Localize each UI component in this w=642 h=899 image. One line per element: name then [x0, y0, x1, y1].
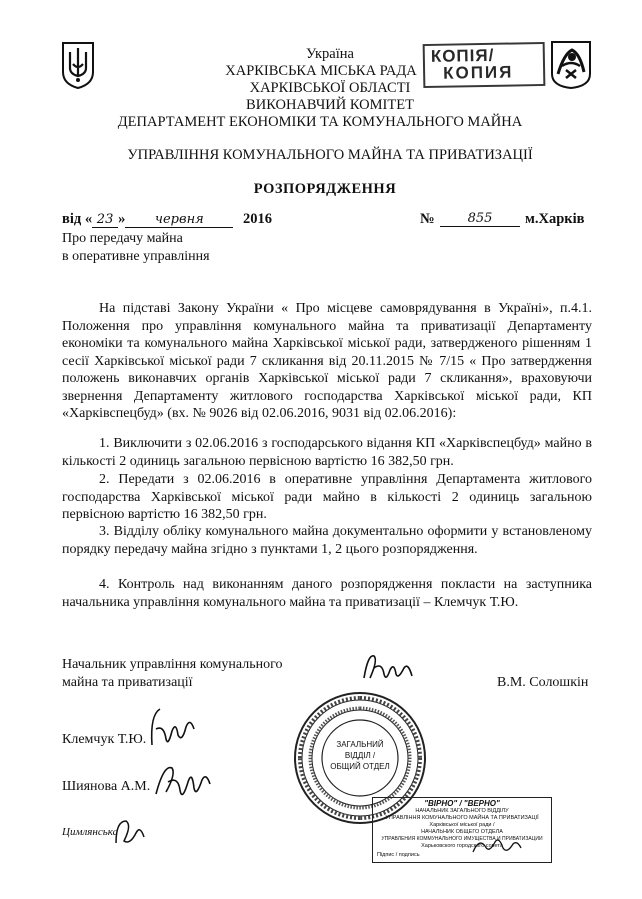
stamp-line3: Харківської міської ради / — [429, 822, 495, 828]
subject-line1: Про передачу майна — [62, 231, 183, 246]
date-day: 23 — [92, 212, 118, 228]
copy-stamp-line2: КОПИЯ — [442, 62, 514, 83]
copy-stamp-line1: КОПІЯ/ — [430, 45, 495, 66]
header-department: ДЕПАРТАМЕНТ ЕКОНОМІКИ ТА КОМУНАЛЬНОГО МАЙНА — [117, 114, 523, 130]
subject-line2: в оперативне управління — [62, 249, 210, 264]
stamp-line2: УПРАВЛІННЯ КОМУНАЛЬНОГО МАЙНА ТА ПРИВАТИЗАЦІЇ — [385, 815, 539, 821]
body-preamble: На підставі Закону України « Про місцеве самоврядування в Україні», п.4.1. Положення про управління комунального майна та приватизації Департаменту економіки та комунального майна Харківської міської ради, затвердженого рішенням 1 сесії Харківської міської ради 7 скликання від 20.11.2015 № 7/15 « Про затвердження положень виконавчих органів Харківської міської ради 7 скликання», враховуючи звернення Департаменту житлового господарства Харківської міської ради, КП «Харківспецбуд» (вх. № 9026 від 02.06.2016, 9031 від 02.06.2016): — [62, 301, 592, 421]
doc-number: 855 — [440, 211, 520, 227]
document-type: РОЗПОРЯДЖЕННЯ — [253, 181, 397, 197]
stamp-line4: НАЧАЛЬНИК ОБЩЕГО ОТДЕЛА — [421, 829, 503, 835]
header-committee: ВИКОНАВЧИЙ КОМІТЕТ — [246, 97, 414, 113]
approver-2: Шиянова А.М. — [62, 779, 151, 794]
approver-1-signature — [140, 705, 200, 753]
body-item-4: 4. Контроль над виконанням даного розпорядження покласти на заступника начальника управління комунального майна та приватизації – Клемчук Т.Ю. — [62, 577, 592, 610]
date-month: червня — [125, 212, 233, 228]
stamp-line1: НАЧАЛЬНИК ЗАГАЛЬНОГО ВІДДІЛУ — [415, 808, 509, 814]
header-council-line2: ХАРКІВСЬКОЇ ОБЛАСТІ — [249, 80, 411, 96]
number-label: № — [420, 211, 435, 227]
body-item-1: 1. Виключити з 02.06.2016 з господарського відання КП «Харківспецбуд» майно в кількості 2 одиниць загальною первісною вартістю 16 382,50 грн. — [62, 436, 592, 469]
seal-center-line1: ЗАГАЛЬНИЙ — [336, 740, 384, 749]
signature-position-line2: майна та приватизації — [62, 675, 193, 690]
body-item-2: 2. Передати з 02.06.2016 в оперативне управління Департамента житлового господарства Харківської міської ради майно в кількості 2 одиниць загальною первісною вартістю 16 382,50 грн. — [62, 472, 592, 522]
header-council-line1: ХАРКІВСЬКА МІСЬКА РАДА — [225, 63, 417, 79]
body-item-3: 3. Відділу обліку комунального майна документально оформити у встановленому порядку передачу майна згідно з пунктами 1, 2 цього розпорядження. — [62, 524, 592, 557]
approver-1: Клемчук Т.Ю. — [62, 732, 147, 747]
city: м.Харків — [525, 211, 585, 227]
office-title: УПРАВЛІННЯ КОМУНАЛЬНОГО МАЙНА ТА ПРИВАТИЗАЦІЇ — [127, 147, 533, 163]
approver-3: Цимлянська — [62, 826, 119, 838]
signature-name: В.М. Солошкін — [497, 675, 589, 690]
stamp-line5: УПРАВЛЕНИЯ КОММУНАЛЬНОГО ИМУЩЕСТВА И ПРИВАТИЗАЦИИ — [381, 836, 543, 842]
seal-center-line2: ВІДДІЛ / — [344, 751, 376, 760]
date-line — [62, 211, 622, 231]
date-mid: » — [118, 211, 126, 227]
date-year: 2016 — [242, 211, 272, 227]
date-prefix: від « — [62, 211, 93, 227]
seal-center-line3: ОБЩИЙ ОТДЕЛ — [330, 762, 390, 771]
stamp-verno: "ВІРНО" / "ВЕРНО" — [424, 799, 500, 808]
stamp-line7: Підпис / подпись — [377, 852, 420, 858]
head-signature — [360, 648, 420, 688]
stamp-signature — [469, 834, 525, 858]
certification-stamp — [372, 797, 552, 863]
signature-position-line1: Начальник управління комунального — [62, 657, 283, 672]
approver-2-signature — [150, 758, 214, 808]
header-country: Україна — [306, 46, 354, 62]
stamp-line6: Харьковского городского совета — [421, 843, 503, 849]
approver-3-signature — [110, 815, 150, 851]
